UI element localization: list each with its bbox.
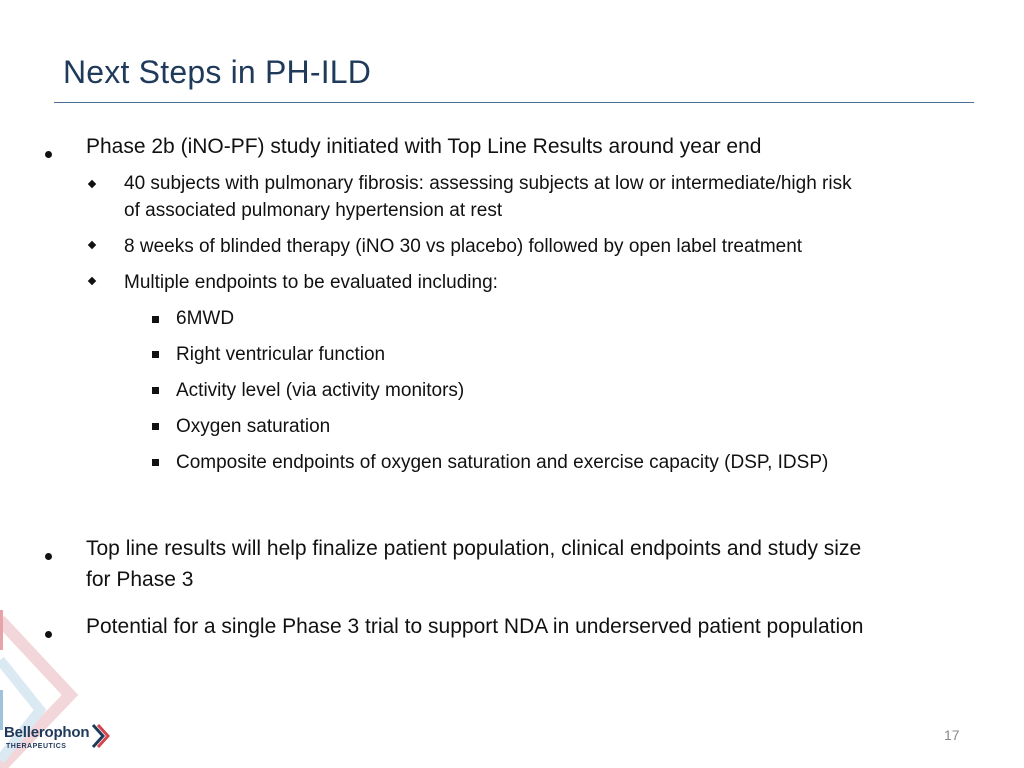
chevron-icon	[90, 722, 110, 750]
bullet-text: for Phase 3	[86, 568, 194, 591]
bullet-text: 6MWD	[176, 308, 235, 329]
bullet-dot	[45, 151, 52, 158]
bullet-square	[152, 423, 159, 430]
slide-title: Next Steps in PH-ILD	[63, 54, 372, 90]
page-number: 17	[944, 727, 960, 743]
bullet-text: Oxygen saturation	[176, 416, 331, 437]
bullet-square	[152, 316, 159, 323]
bullet-square	[152, 351, 159, 358]
bullet-text: 40 subjects with pulmonary fibrosis: assessing subjects at low or intermediate/high risk	[124, 173, 852, 194]
bullet-square	[152, 459, 159, 466]
bullet-text: Phase 2b (iNO-PF) study initiated with Top Line Results around year end	[86, 135, 762, 158]
bullet-text: of associated pulmonary hypertension at rest	[124, 200, 503, 221]
bullet-text: Composite endpoints of oxygen saturation and exercise capacity (DSP, IDSP)	[176, 452, 829, 473]
bullet-text: Potential for a single Phase 3 trial to support NDA in underserved patient population	[86, 615, 864, 638]
bullet-text: 8 weeks of blinded therapy (iNO 30 vs placebo) followed by open label treatment	[124, 236, 803, 257]
bullet-text: Right ventricular function	[176, 344, 386, 365]
bullet-text: Multiple endpoints to be evaluated including:	[124, 272, 498, 293]
bullet-text: Activity level (via activity monitors)	[176, 380, 465, 401]
title-divider	[54, 102, 974, 103]
bullet-diamond	[88, 180, 96, 188]
bullet-square	[152, 387, 159, 394]
company-logo	[4, 718, 114, 758]
bullet-diamond	[88, 241, 96, 249]
bullet-dot	[45, 553, 52, 560]
logo-name: Bellerophon	[4, 724, 90, 741]
bullet-diamond	[88, 277, 96, 285]
bullet-text: Top line results will help finalize patient population, clinical endpoints and study size	[86, 537, 862, 560]
logo-subtitle: THERAPEUTICS	[6, 743, 67, 750]
